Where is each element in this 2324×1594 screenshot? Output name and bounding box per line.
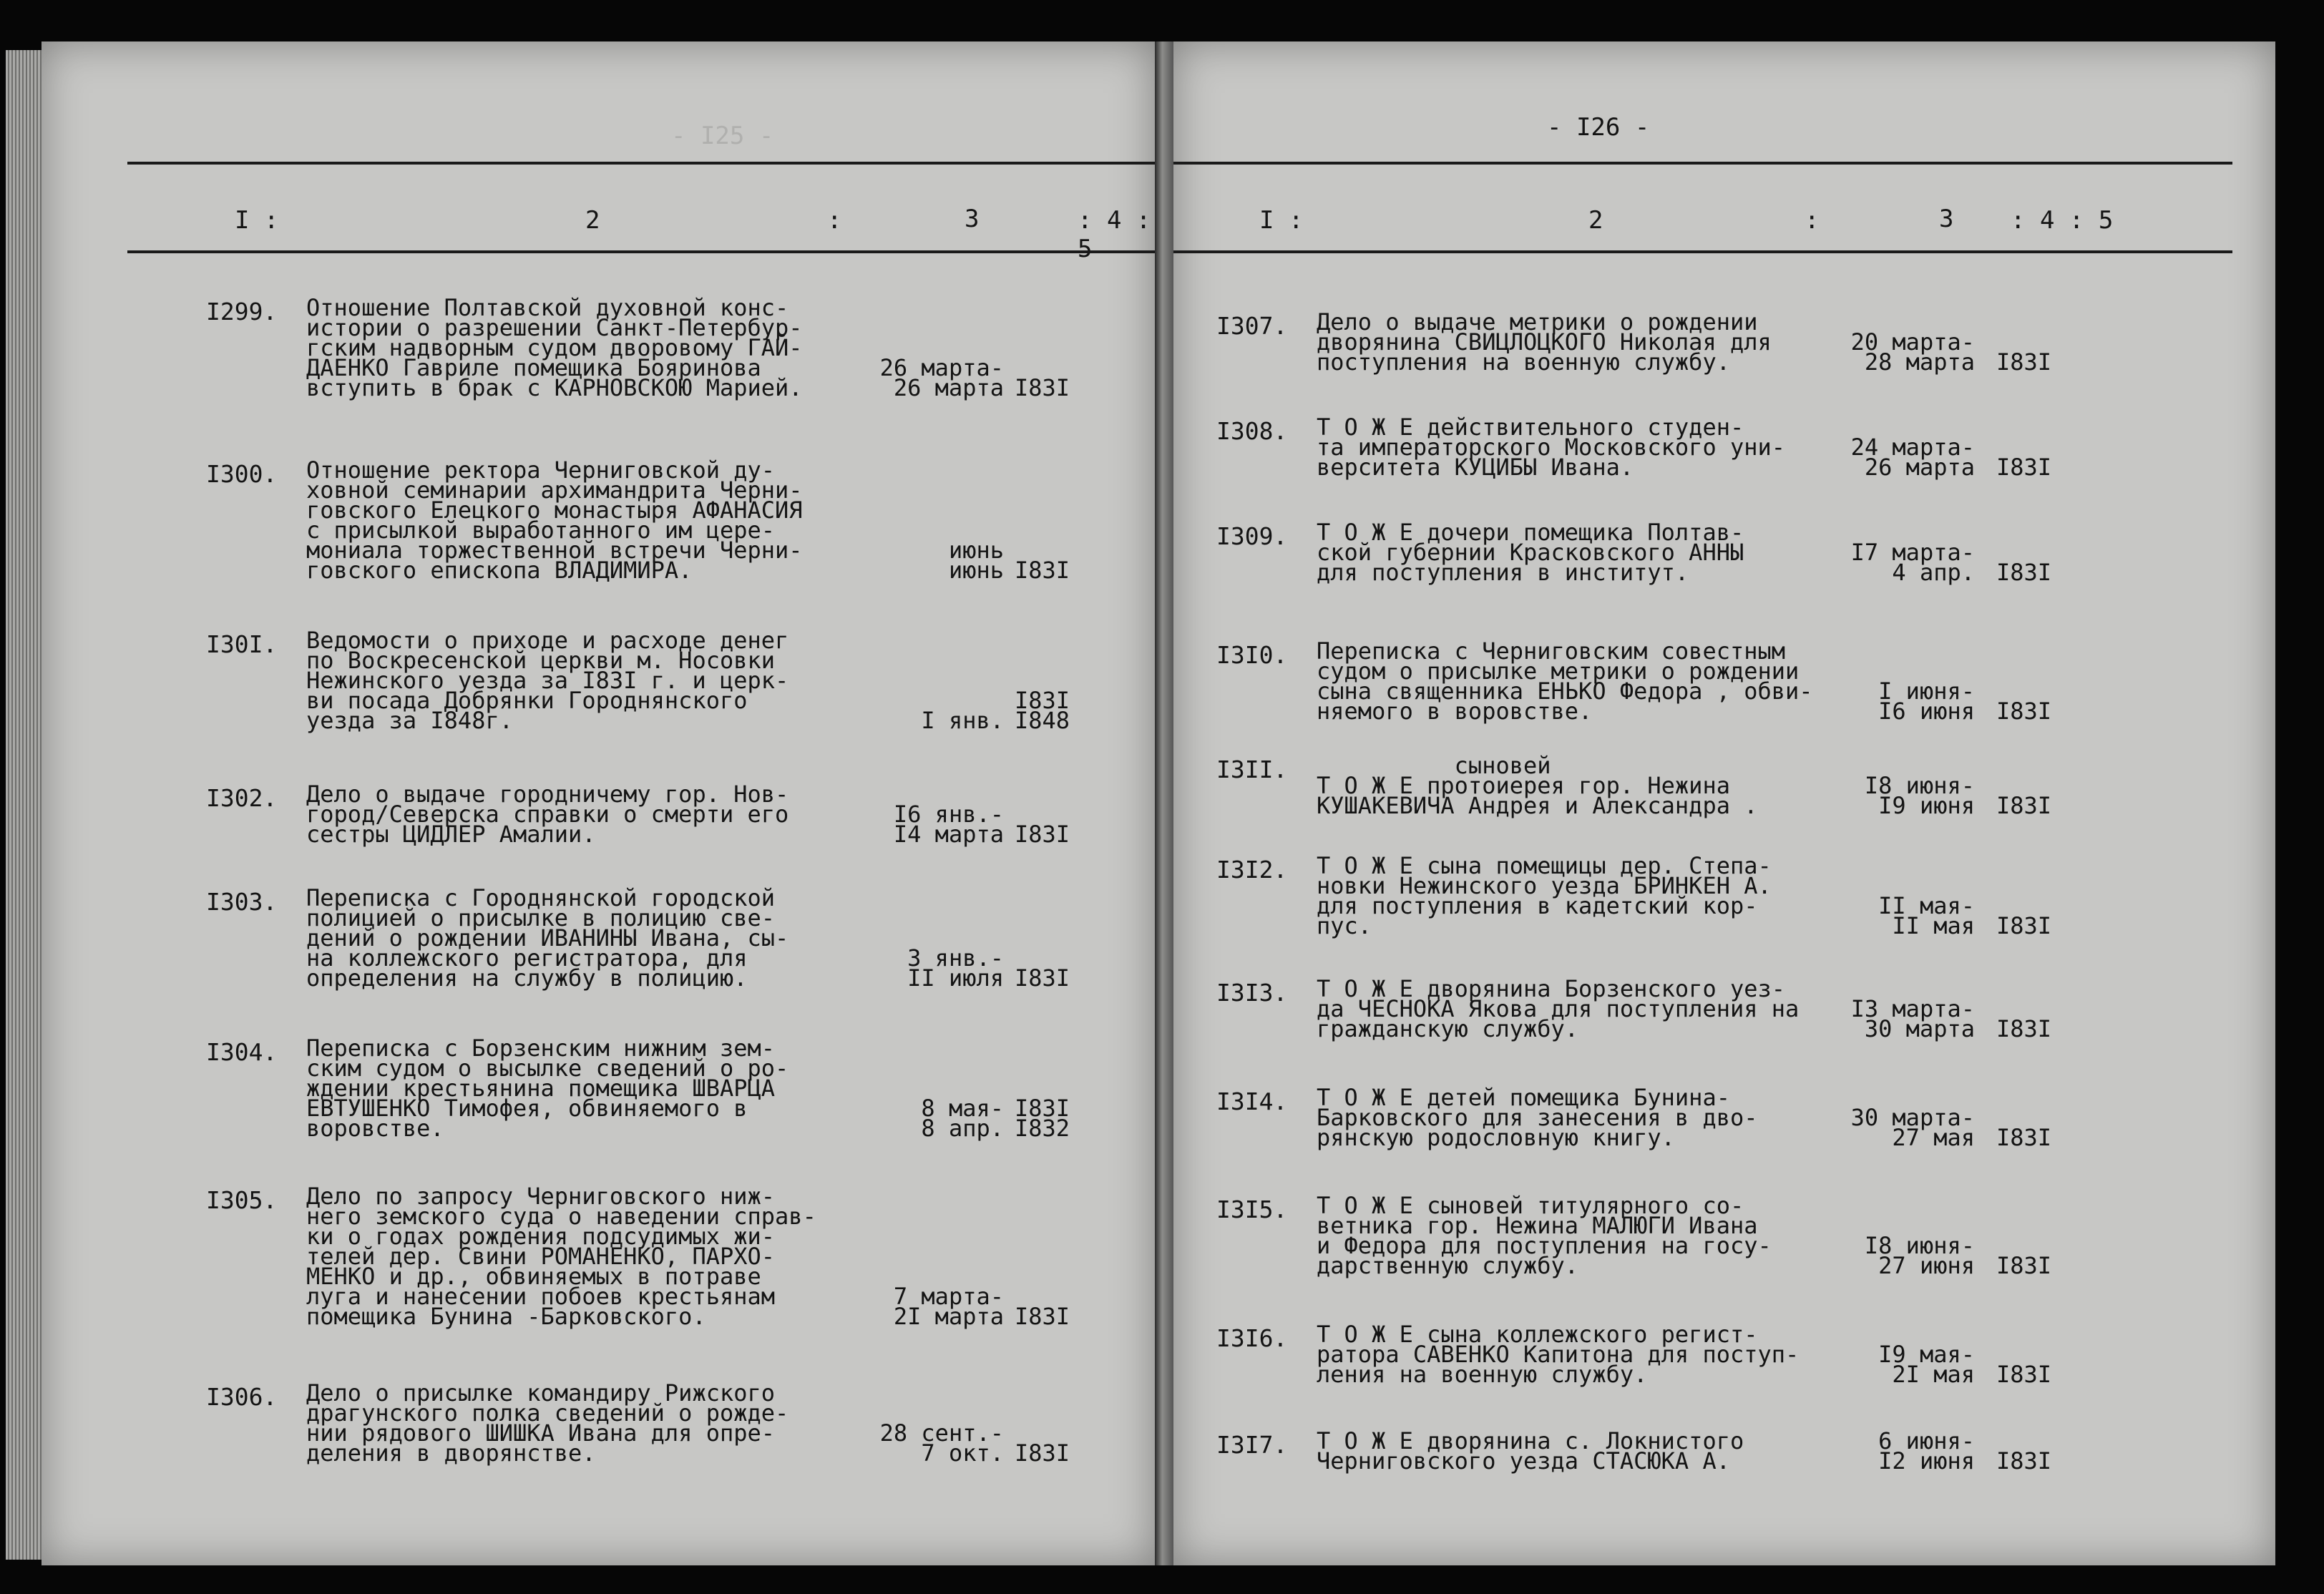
entry-year: I83I	[1996, 1447, 2052, 1475]
entry-number: I3I3.	[1216, 979, 1288, 1007]
entry-description: Переписка с Борзенским нижним зем- ским судом о высылке сведений о ро- ждении крестьянина помещика ШВАРЦА ЕВТУШЕНКО Тимофея, обвиняемого в воровстве.	[306, 1035, 789, 1142]
column-header-2: 2	[1588, 206, 1603, 235]
entry-year: I83I	[1996, 1015, 2052, 1042]
entry-number: I309.	[1216, 522, 1288, 550]
entry-description: Дело о присылке командиру Рижского драгунского полка сведений о рожде- нии рядового ШИШКА Ивана для опре- деления в дворянстве.	[306, 1379, 789, 1467]
page-number-left: - I25 -	[671, 122, 774, 150]
header-rule-top	[1173, 162, 2232, 165]
entry-dates: 26 марта- 26 марта	[879, 354, 1004, 401]
entry-dates: 28 сент.- 7 окт.	[879, 1419, 1004, 1467]
entry-description: Переписка с Черниговским совестным судом о присылке метрики о рождении сына священника ЕНЬКО Федора , обви- няемого в воровстве.	[1317, 637, 1813, 725]
right-page	[1173, 41, 2275, 1565]
entry-year: I83I I848	[1015, 687, 1070, 734]
entry-description: Дело по запросу Черниговского ниж- него земского суда о наведении справ- ки о годах рождения подсудимых жи- телей дер. Свини РОМАНЕНКО, ПАРХО- МЕНКО и др., обвиняемых в потраве луга и нанесении побоев крестьянам помещика Бунина -Барковского.	[306, 1183, 816, 1330]
entry-description: Т О Ж Е дворянина Борзенского уез- да ЧЕСНОКА Якова для поступления на гражданскую службу.	[1317, 975, 1800, 1042]
entry-dates: I8 июня- 27 июня	[1864, 1232, 1975, 1279]
header-rule-bottom	[1173, 250, 2232, 253]
entry-year: I83I	[1015, 1303, 1070, 1330]
column-header-4-5: : 4 : 5	[2011, 206, 2114, 235]
entry-description: Т О Ж Е сына коллежского регист- ратора САВЕНКО Капитона для поступ- ления на военную службу.	[1317, 1321, 1800, 1388]
entry-dates: I июня- I6 июня	[1878, 678, 1975, 725]
entry-year: I83I	[1996, 1252, 2052, 1279]
entry-dates: II мая- II мая	[1878, 892, 1975, 939]
entry-number: I302.	[206, 784, 278, 812]
book-gutter	[1155, 41, 1173, 1565]
entry-year: I83I	[1996, 1361, 2052, 1388]
entry-description: Переписка с Городнянской городской полицией о присылке в полицию све- дений о рождении ИВАНИНЫ Ивана, сы- на коллежского регистратора, для определения на службу в полицию.	[306, 884, 789, 992]
entry-description: Т О Ж Е дочери помещика Полтав- ской губернии Красковского АННЫ для поступления в институт.	[1317, 519, 1744, 586]
entry-year: I83I	[1015, 1439, 1070, 1467]
entry-description: Отношение ректора Черниговской ду- ховной семинарии архимандрита Черни- говского Елецкого монастыря АФАНАСИЯ с присылкой выработанного им цере- мониала торжественной встречи Черни- говского епископа ВЛАДИМИРА.	[306, 456, 803, 584]
entry-year: I83I I832	[1015, 1095, 1070, 1142]
column-header-3: 3	[965, 205, 980, 233]
entry-dates: I9 мая- 2I мая	[1878, 1341, 1975, 1388]
header-rule-bottom	[127, 250, 1155, 253]
entry-description: Т О Ж Е сына помещицы дер. Степа- новки Нежинского уезда БРИНКЕН А. для поступления в кадетский кор- пус.	[1317, 852, 1772, 939]
entry-number: I3II.	[1216, 756, 1288, 783]
entry-dates: 30 марта- 27 мая	[1850, 1104, 1975, 1151]
entry-number: I303.	[206, 888, 278, 916]
column-header-1: I :	[235, 206, 279, 235]
column-header-sep: :	[827, 206, 842, 235]
entry-number: I305.	[206, 1186, 278, 1214]
entry-number: I3I4.	[1216, 1087, 1288, 1115]
entry-year: I83I	[1996, 698, 2052, 725]
entry-dates: I янв.	[921, 707, 1004, 734]
entry-dates: I7 марта- 4 апр.	[1850, 539, 1975, 586]
entry-description: Дело о выдаче городничему гор. Нов- город/Северска справки о смерти его сестры ЦИДЛЕР Амалии.	[306, 781, 789, 848]
entry-dates: I3 марта- 30 марта	[1850, 995, 1975, 1042]
column-header-1: I :	[1259, 206, 1304, 235]
entry-description: Т О Ж Е сыновей титулярного со- ветника гор. Нежина МАЛЮГИ Ивана и Федора для поступления на госу- дарственную службу.	[1317, 1192, 1772, 1279]
entry-dates: 6 июня- I2 июня	[1878, 1427, 1975, 1475]
entry-description: Дело о выдаче метрики о рождении дворянина СВИЦЛОЦКОГО Николая для поступления на военную службу.	[1317, 308, 1772, 376]
entry-year: I83I	[1015, 821, 1070, 848]
entry-description: Т О Ж Е дворянина с. Локнистого Черниговского уезда СТАСЮКА А.	[1317, 1427, 1744, 1475]
entry-year: I83I	[1996, 912, 2052, 939]
entry-number: I30I.	[206, 630, 278, 658]
entry-description: Отношение Полтавской духовной конс- истории о разрешении Санкт-Петербур- гским надворным судом дворовому ГАЙ- ДАЕНКО Гавриле помещика Бояринова вступить в брак с КАРНОВСКОЮ Марией.	[306, 294, 803, 401]
entry-dates: 8 мая- 8 апр.	[921, 1095, 1004, 1142]
entry-year: I83I	[1996, 1124, 2052, 1151]
entry-number: I304.	[206, 1038, 278, 1066]
entry-year: I83I	[1015, 374, 1070, 401]
entry-number: I3I6.	[1216, 1324, 1288, 1352]
entry-number: I308.	[1216, 417, 1288, 445]
entry-year: I83I	[1996, 454, 2052, 481]
header-rule-top	[127, 162, 1155, 165]
entry-number: I299.	[206, 298, 278, 326]
entry-number: I300.	[206, 460, 278, 488]
entry-number: I306.	[206, 1383, 278, 1411]
entry-description: Ведомости о приходе и расходе денег по Воскресенской церкви м. Носовки Нежинского уезда за I83I г. и церк- ви посада Добрянки Городнянского уезда за I848г.	[306, 627, 789, 734]
entry-year: I83I	[1015, 964, 1070, 992]
entry-description: Т О Ж Е действительного студен- та императорского Московского уни- верситета КУЦИБЫ Ивана.	[1317, 414, 1786, 481]
page-number-right: - I26 -	[1547, 113, 1650, 142]
column-header-3: 3	[1939, 205, 1954, 233]
entry-dates: 7 марта- 2I марта	[893, 1283, 1004, 1330]
entry-number: I3I2.	[1216, 856, 1288, 884]
entry-year: I83I	[1996, 559, 2052, 586]
entry-dates: I8 июня- I9 июня	[1864, 772, 1975, 819]
entry-dates: I6 янв.- I4 марта	[893, 801, 1004, 848]
entry-number: I3I5.	[1216, 1196, 1288, 1223]
entry-description: сыновей Т О Ж Е протоиерея гор. Нежина КУШАКЕВИЧА Андрея и Александра .	[1317, 752, 1758, 819]
entry-dates: 20 марта- 28 марта	[1850, 328, 1975, 376]
entry-dates: июнь июнь	[948, 537, 1004, 584]
column-header-sep: :	[1805, 206, 1820, 235]
entry-year: I83I	[1015, 557, 1070, 584]
entry-dates: 3 янв.- II июля	[907, 944, 1004, 992]
entry-year: I83I	[1996, 792, 2052, 819]
entry-number: I3I0.	[1216, 641, 1288, 669]
left-page	[42, 41, 1155, 1565]
entry-number: I307.	[1216, 312, 1288, 340]
entry-year: I83I	[1996, 348, 2052, 376]
entry-dates: 24 марта- 26 марта	[1850, 434, 1975, 481]
entry-description: Т О Ж Е детей помещика Бунина- Барковского для занесения в дво- рянскую родословную книгу.	[1317, 1084, 1758, 1151]
entry-number: I3I7.	[1216, 1431, 1288, 1459]
column-header-4-5: : 4 : 5	[1078, 206, 1151, 263]
column-header-2: 2	[585, 206, 600, 235]
